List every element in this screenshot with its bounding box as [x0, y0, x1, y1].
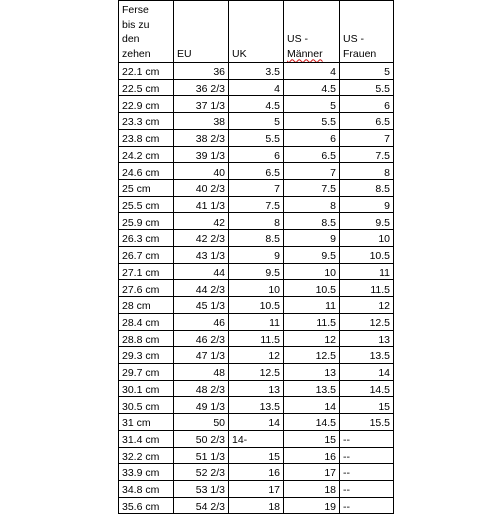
heel-length-cell: 29.7 cm	[119, 363, 174, 380]
heel-length-cell: 24.2 cm	[119, 146, 174, 163]
heel-length-cell: 24.6 cm	[119, 163, 174, 180]
heel-length-cell: 26.3 cm	[119, 230, 174, 247]
table-row	[119, 297, 394, 314]
table-row	[119, 414, 394, 431]
us-women-size-cell: 8	[340, 163, 394, 180]
eu-size-cell: 52 2/3	[174, 464, 229, 481]
uk-size-cell: 14-	[229, 430, 284, 447]
us-men-size-cell: 17	[284, 464, 340, 481]
us-women-size-cell: 7.5	[340, 146, 394, 163]
us-women-size-cell: --	[340, 464, 394, 481]
us-men-size-cell: 15	[284, 430, 340, 447]
header-us-women: US - Frauen	[340, 1, 394, 63]
heel-length-cell: 28 cm	[119, 297, 174, 314]
eu-size-cell: 41 1/3	[174, 196, 229, 213]
table-row	[119, 79, 394, 96]
table-row	[119, 380, 394, 397]
us-men-size-cell: 14	[284, 397, 340, 414]
heel-length-cell: 27.1 cm	[119, 263, 174, 280]
us-women-size-cell: 10.5	[340, 246, 394, 263]
uk-size-cell: 12	[229, 347, 284, 364]
uk-size-cell: 10.5	[229, 297, 284, 314]
table-row	[119, 230, 394, 247]
table-row	[119, 430, 394, 447]
uk-size-cell: 12.5	[229, 363, 284, 380]
us-men-size-cell: 18	[284, 480, 340, 497]
us-men-size-cell: 4	[284, 63, 340, 80]
us-women-size-cell: 13.5	[340, 347, 394, 364]
eu-size-cell: 40	[174, 163, 229, 180]
eu-size-cell: 48 2/3	[174, 380, 229, 397]
us-women-size-cell: --	[340, 447, 394, 464]
table-row	[119, 146, 394, 163]
eu-size-cell: 37 1/3	[174, 96, 229, 113]
eu-size-cell: 42	[174, 213, 229, 230]
table-row	[119, 180, 394, 197]
uk-size-cell: 13.5	[229, 397, 284, 414]
eu-size-cell: 48	[174, 363, 229, 380]
eu-size-cell: 47 1/3	[174, 347, 229, 364]
uk-size-cell: 6	[229, 146, 284, 163]
heel-length-cell: 28.8 cm	[119, 330, 174, 347]
table-row	[119, 363, 394, 380]
heel-length-cell: 25.9 cm	[119, 213, 174, 230]
uk-size-cell: 9	[229, 246, 284, 263]
us-women-size-cell: 5	[340, 63, 394, 80]
us-women-size-cell: --	[340, 497, 394, 514]
table-row	[119, 497, 394, 514]
uk-size-cell: 18	[229, 497, 284, 514]
us-women-size-cell: 12.5	[340, 313, 394, 330]
heel-length-cell: 26.7 cm	[119, 246, 174, 263]
heel-length-cell: 33.9 cm	[119, 464, 174, 481]
size-chart-table	[118, 0, 394, 514]
heel-length-cell: 29.3 cm	[119, 347, 174, 364]
us-men-size-cell: 4.5	[284, 79, 340, 96]
uk-size-cell: 7.5	[229, 196, 284, 213]
us-men-size-cell: 7.5	[284, 180, 340, 197]
heel-length-cell: 22.9 cm	[119, 96, 174, 113]
uk-size-cell: 11	[229, 313, 284, 330]
header-heel-to-toe: Ferse bis zu den zehen	[119, 1, 174, 63]
table-row	[119, 129, 394, 146]
uk-size-cell: 6.5	[229, 163, 284, 180]
table-body	[119, 63, 394, 514]
us-men-size-cell: 5.5	[284, 113, 340, 130]
table-row	[119, 464, 394, 481]
table-row	[119, 96, 394, 113]
eu-size-cell: 36	[174, 63, 229, 80]
us-men-size-cell: 13	[284, 363, 340, 380]
uk-size-cell: 14	[229, 414, 284, 431]
us-women-size-cell: 14.5	[340, 380, 394, 397]
uk-size-cell: 7	[229, 180, 284, 197]
us-women-size-cell: 6	[340, 96, 394, 113]
us-men-size-cell: 10	[284, 263, 340, 280]
table-row	[119, 196, 394, 213]
us-men-size-cell: 11	[284, 297, 340, 314]
heel-length-cell: 30.5 cm	[119, 397, 174, 414]
heel-length-cell: 31.4 cm	[119, 430, 174, 447]
eu-size-cell: 44	[174, 263, 229, 280]
heel-length-cell: 30.1 cm	[119, 380, 174, 397]
table-row	[119, 313, 394, 330]
heel-length-cell: 34.8 cm	[119, 480, 174, 497]
us-men-size-cell: 9.5	[284, 246, 340, 263]
table-row	[119, 63, 394, 80]
eu-size-cell: 54 2/3	[174, 497, 229, 514]
table-row	[119, 163, 394, 180]
us-men-size-cell: 13.5	[284, 380, 340, 397]
us-men-size-cell: 19	[284, 497, 340, 514]
us-women-size-cell: 14	[340, 363, 394, 380]
us-women-size-cell: 11	[340, 263, 394, 280]
us-women-size-cell: --	[340, 430, 394, 447]
eu-size-cell: 38 2/3	[174, 129, 229, 146]
eu-size-cell: 44 2/3	[174, 280, 229, 297]
table-row	[119, 246, 394, 263]
header-uk: UK	[229, 1, 284, 63]
header-us-men: US - Männer	[284, 1, 340, 63]
us-men-size-cell: 6	[284, 129, 340, 146]
heel-length-cell: 28.4 cm	[119, 313, 174, 330]
eu-size-cell: 50 2/3	[174, 430, 229, 447]
uk-size-cell: 4	[229, 79, 284, 96]
us-women-size-cell: 15.5	[340, 414, 394, 431]
us-women-size-cell: 8.5	[340, 180, 394, 197]
eu-size-cell: 46 2/3	[174, 330, 229, 347]
us-women-size-cell: --	[340, 480, 394, 497]
eu-size-cell: 49 1/3	[174, 397, 229, 414]
us-women-size-cell: 6.5	[340, 113, 394, 130]
table-row	[119, 347, 394, 364]
uk-size-cell: 5	[229, 113, 284, 130]
eu-size-cell: 36 2/3	[174, 79, 229, 96]
us-women-size-cell: 5.5	[340, 79, 394, 96]
header-row	[119, 1, 394, 63]
us-women-size-cell: 15	[340, 397, 394, 414]
eu-size-cell: 51 1/3	[174, 447, 229, 464]
uk-size-cell: 15	[229, 447, 284, 464]
us-men-size-cell: 14.5	[284, 414, 340, 431]
table-row	[119, 447, 394, 464]
heel-length-cell: 32.2 cm	[119, 447, 174, 464]
us-men-size-cell: 8.5	[284, 213, 340, 230]
eu-size-cell: 45 1/3	[174, 297, 229, 314]
us-men-size-cell: 7	[284, 163, 340, 180]
uk-size-cell: 9.5	[229, 263, 284, 280]
us-women-size-cell: 10	[340, 230, 394, 247]
heel-length-cell: 23.3 cm	[119, 113, 174, 130]
header-eu: EU	[174, 1, 229, 63]
uk-size-cell: 11.5	[229, 330, 284, 347]
uk-size-cell: 16	[229, 464, 284, 481]
heel-length-cell: 25 cm	[119, 180, 174, 197]
uk-size-cell: 5.5	[229, 129, 284, 146]
heel-length-cell: 27.6 cm	[119, 280, 174, 297]
uk-size-cell: 10	[229, 280, 284, 297]
us-men-size-cell: 10.5	[284, 280, 340, 297]
table-row	[119, 480, 394, 497]
uk-size-cell: 8.5	[229, 230, 284, 247]
eu-size-cell: 53 1/3	[174, 480, 229, 497]
us-men-size-cell: 16	[284, 447, 340, 464]
heel-length-cell: 22.5 cm	[119, 79, 174, 96]
eu-size-cell: 50	[174, 414, 229, 431]
table-row	[119, 263, 394, 280]
table-row	[119, 280, 394, 297]
us-men-size-cell: 5	[284, 96, 340, 113]
eu-size-cell: 46	[174, 313, 229, 330]
us-women-size-cell: 11.5	[340, 280, 394, 297]
us-men-size-cell: 8	[284, 196, 340, 213]
uk-size-cell: 4.5	[229, 96, 284, 113]
spellcheck-underlined-word: Männer	[287, 47, 323, 60]
us-women-size-cell: 7	[340, 129, 394, 146]
us-men-size-cell: 12.5	[284, 347, 340, 364]
us-women-size-cell: 13	[340, 330, 394, 347]
heel-length-cell: 23.8 cm	[119, 129, 174, 146]
eu-size-cell: 43 1/3	[174, 246, 229, 263]
us-men-size-cell: 11.5	[284, 313, 340, 330]
heel-length-cell: 25.5 cm	[119, 196, 174, 213]
table-row	[119, 113, 394, 130]
us-women-size-cell: 12	[340, 297, 394, 314]
table-row	[119, 397, 394, 414]
table-row	[119, 213, 394, 230]
heel-length-cell: 22.1 cm	[119, 63, 174, 80]
eu-size-cell: 39 1/3	[174, 146, 229, 163]
table-row	[119, 330, 394, 347]
us-women-size-cell: 9	[340, 196, 394, 213]
eu-size-cell: 42 2/3	[174, 230, 229, 247]
eu-size-cell: 38	[174, 113, 229, 130]
uk-size-cell: 8	[229, 213, 284, 230]
uk-size-cell: 13	[229, 380, 284, 397]
heel-length-cell: 31 cm	[119, 414, 174, 431]
us-men-size-cell: 9	[284, 230, 340, 247]
heel-length-cell: 35.6 cm	[119, 497, 174, 514]
uk-size-cell: 3.5	[229, 63, 284, 80]
us-women-size-cell: 9.5	[340, 213, 394, 230]
us-men-size-cell: 6.5	[284, 146, 340, 163]
us-men-size-cell: 12	[284, 330, 340, 347]
eu-size-cell: 40 2/3	[174, 180, 229, 197]
uk-size-cell: 17	[229, 480, 284, 497]
